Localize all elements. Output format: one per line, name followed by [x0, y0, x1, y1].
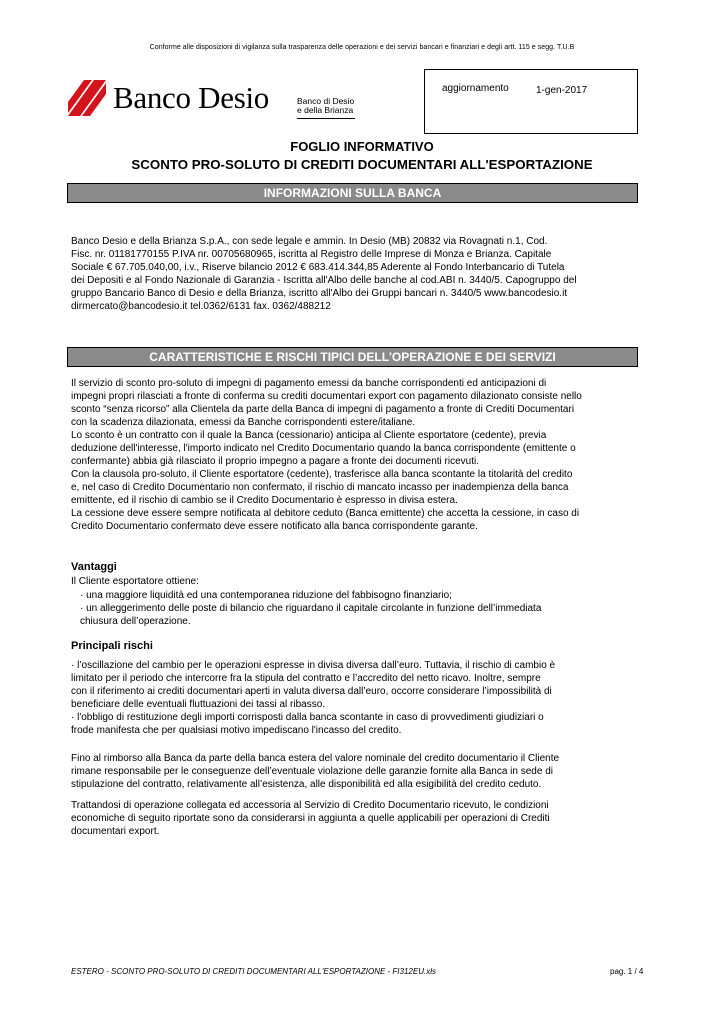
logo-name: Banco Desio: [113, 80, 269, 115]
update-box: [424, 69, 638, 134]
responsibility-paragraph: Fino al rimborso alla Banca da parte della banca estera del valore nominale del credito documentario il Cliente rimane responsabile per le conseguenze dell’eventuale violazione delle garanzie fornite alla Banca in sede di stipulazione del contratto, relativamente all’esistenza, alle disponibilità ed alla esigibilità del credito ceduto.: [71, 753, 560, 790]
advantages-intro: Il Cliente esportatore ottiene:: [71, 576, 199, 587]
section-heading-characteristics: CARATTERISTICHE E RISCHI TIPICI DELL'OPERAZIONE E DEI SERVIZI: [67, 347, 638, 367]
document-title: FOGLIO INFORMATIVO: [290, 139, 434, 154]
bank-info-paragraph: Banco Desio e della Brianza S.p.A., con sede legale e ammin. In Desio (MB) 20832 via Rovagnati n.1, Cod. Fisc. nr. 01181770155 P.IVA nr. 00705680965, iscritta al Registro delle Imprese di Monza e Brianza. Capitale Sociale € 67.705.040,00, i.v., Riserve bilancio 2012 € 683.414.344,85 Aderente al Fondo Interbancario di Tutela dei Depositi e al Fondo Nazionale di Garanzia - Iscritta all'Albo delle banche al cod.ABI n. 3440/5. Capogruppo del gruppo Bancario Banco di Desio e della Brianza, iscritto all'Albo dei Gruppi bancari n. 3440/5 www.bancodesio.it dirmercato@bancodesio.it tel.0362/6131 fax. 0362/488212: [71, 236, 577, 312]
logo-sub-line-1: Banco di Desio: [297, 96, 355, 106]
advantages-heading: Vantaggi: [71, 561, 117, 573]
advantages-bullet: · un alleggerimento delle poste di bilancio che riguardano il capitale circolante in funzione dell’immediata chiusura dell’operazione.: [80, 603, 542, 627]
conditions-paragraph: Trattandosi di operazione collegata ed accessoria al Servizio di Credito Documentario ricevuto, le condizioni economiche di seguito riportate sono da considerarsi in aggiunta a quelle applicabili per operazioni di Crediti documentari export.: [71, 800, 550, 837]
logo-underline: [297, 118, 355, 119]
update-date: 1-gen-2017: [536, 85, 588, 96]
footer-page-number: pag. 1 / 4: [610, 967, 644, 976]
bank-logo: [68, 78, 358, 122]
update-label: aggiornamento: [442, 83, 509, 94]
section-heading-bank-info: INFORMAZIONI SULLA BANCA: [67, 183, 638, 203]
characteristics-paragraph: Il servizio di sconto pro-soluto di impegni di pagamento emessi da banche corrispondenti ed anticipazioni di impegni propri rilasciati a fronte di conferma su crediti documentari export con pagamento dilazionato consiste nello sconto “senza ricorso” alla Clientela da parte della Banca di impegni di pagamento a fronte di Crediti Documentari con la scadenza dilazionata, emessi da Banche corrispondenti estere/italiane. Lo sconto è un contratto con il quale la Banca (cessionario) anticipa al Cliente esportatore (cedente), previa deduzione dell'interesse, l'importo indicato nel Credito Documentario quando la banca corrispondente (emittente o confermante) abbia già rilasciato il proprio impegno a pagare a fronte dei documenti ricevuti. Con la clausola pro-soluto, il Cliente esportatore (cedente), trasferisce alla banca scontante la titolarità del credito e, nel caso di Credito Documentario non confermato, il rischio di mancato incasso per inadempienza della banca emittente, ed il rischio di cambio se il Credito Documentario è espresso in divisa estera. La cessione deve essere sempre notificata al debitore ceduto (Banca emittente) che accetta la cessione, in caso di Credito Documentario confermato deve essere notificato alla banca corrispondente garante.: [71, 378, 582, 532]
document-subtitle: SCONTO PRO-SOLUTO DI CREDITI DOCUMENTARI ALL'ESPORTAZIONE: [131, 157, 593, 172]
logo-sub-line-2: e della Brianza: [297, 105, 354, 115]
advantages-bullet: · una maggiore liquidità ed una contemporanea riduzione del fabbisogno finanziario;: [80, 590, 452, 601]
bank-logo-icon: [68, 80, 106, 116]
footer-document-name: ESTERO - SCONTO PRO-SOLUTO DI CREDITI DOCUMENTARI ALL'ESPORTAZIONE - FI312EU.xls: [71, 967, 436, 976]
risks-heading: Principali rischi: [71, 640, 153, 652]
risks-paragraph: · l’oscillazione del cambio per le operazioni espresse in divisa diversa dall’euro. Tuttavia, il rischio di cambio è limitato per il periodo che intercorre fra la stipula del contratto e l’accredito del netto ricavo. Inoltre, sempre con il riferimento ai crediti documentari aperti in valuta diversa dall’euro, occorre considerare l’impossibilità di beneficiare delle eventuali fluttuazioni dei tassi al ribasso. · l'obbligo di restituzione degli importi corrisposti dalla banca scontante in caso di provvedimenti giudiziari o frode manifesta che per qualsiasi motivo impediscano l'incasso del credito.: [71, 660, 556, 736]
compliance-note: Conforme alle disposizioni di vigilanza sulla trasparenza delle operazioni e dei servizi bancari e finanziari e degli artt. 115 e segg. T.U.B: [149, 44, 575, 51]
logo-subtitle: [297, 97, 354, 115]
